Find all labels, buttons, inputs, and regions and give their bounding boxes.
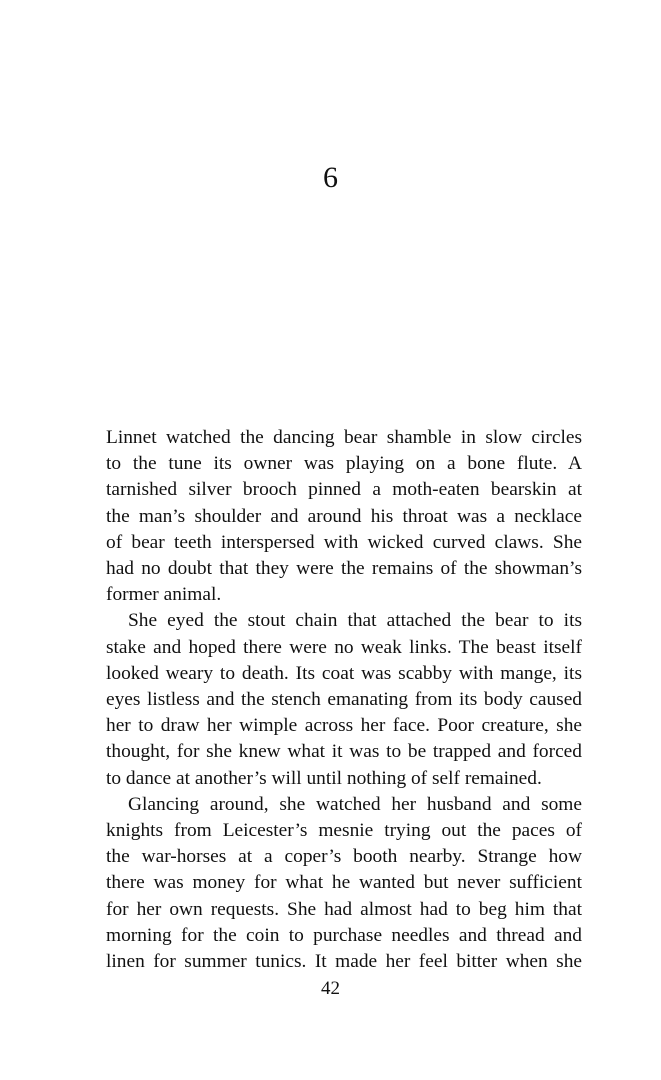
paragraph bbox=[106, 792, 582, 975]
text-line: former animal. bbox=[106, 584, 222, 606]
page-number: 42 bbox=[321, 978, 340, 999]
text-line: the war-horses at a coper’s booth nearby. Strange how bbox=[106, 846, 582, 868]
text-line: morning for the coin to purchase needles and thread and bbox=[106, 924, 582, 946]
text-line: stake and hoped there were no weak links. The beast itself bbox=[106, 636, 582, 658]
text-line: tarnished silver brooch pinned a moth-eaten bearskin at bbox=[106, 479, 582, 501]
text-line: for her own requests. She had almost had to beg him that bbox=[106, 898, 582, 920]
paragraph bbox=[106, 608, 582, 791]
chapter-number: 6 bbox=[323, 161, 338, 194]
text-line: to the tune its owner was playing on a bone flute. A bbox=[106, 453, 582, 475]
text-line: eyes listless and the stench emanating from its body caused bbox=[106, 689, 582, 711]
body-text bbox=[106, 425, 582, 975]
text-line: thought, for she knew what it was to be trapped and forced bbox=[106, 741, 582, 763]
text-line: Glancing around, she watched her husband and some bbox=[128, 793, 582, 815]
text-line: Linnet watched the dancing bear shamble in slow circles bbox=[106, 427, 582, 448]
text-line: looked weary to death. Its coat was scabby with mange, its bbox=[106, 662, 582, 684]
text-line: had no doubt that they were the remains of the showman’s bbox=[106, 558, 582, 580]
text-line: She eyed the stout chain that attached the bear to its bbox=[128, 610, 582, 632]
text-line: her to draw her wimple across her face. Poor creature, she bbox=[106, 715, 582, 737]
text-line: to dance at another’s will until nothing of self remained. bbox=[106, 767, 542, 789]
text-line: linen for summer tunics. It made her feel bitter when she bbox=[106, 951, 582, 973]
paragraph bbox=[106, 425, 582, 608]
text-line: the man’s shoulder and around his throat was a necklace bbox=[106, 505, 582, 527]
text-line: knights from Leicester’s mesnie trying out the paces of bbox=[106, 820, 582, 842]
text-line: there was money for what he wanted but never sufficient bbox=[106, 872, 582, 894]
text-line: of bear teeth interspersed with wicked curved claws. She bbox=[106, 531, 582, 553]
